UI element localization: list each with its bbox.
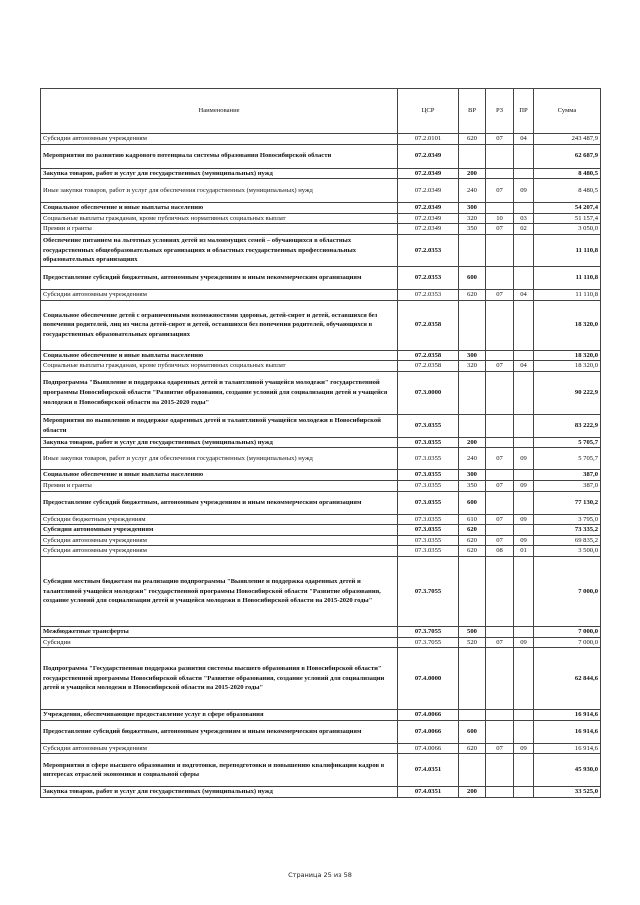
cell-rz [486,266,514,289]
cell-name: Предоставление субсидий бюджетным, автономным учреждениям и иным некоммерческим организациям [41,266,398,289]
cell-vr: 600 [459,491,486,514]
cell-sum: 3 050,0 [534,224,601,235]
cell-pr: 09 [514,535,534,546]
table-row [41,350,601,361]
cell-sum: 18 320,0 [534,350,601,361]
cell-rz: 07 [486,448,514,470]
cell-sum: 387,0 [534,480,601,491]
table-row [41,720,601,743]
cell-csr: 07.2.0349 [398,203,459,214]
cell-vr [459,754,486,787]
cell-rz [486,203,514,214]
cell-vr [459,144,486,168]
cell-vr: 620 [459,289,486,300]
cell-sum: 11 110,8 [534,289,601,300]
table-row [41,637,601,648]
cell-csr: 07.2.0349 [398,179,459,203]
cell-pr [514,754,534,787]
cell-pr [514,300,534,350]
cell-name: Закупка товаров, работ и услуг для государственных (муниципальных) нужд [41,437,398,448]
cell-sum: 69 835,2 [534,535,601,546]
cell-csr: 07.3.0355 [398,525,459,536]
cell-csr: 07.2.0353 [398,266,459,289]
table-row [41,144,601,168]
cell-sum: 33 525,0 [534,787,601,798]
table-row [41,710,601,721]
cell-vr: 200 [459,168,486,179]
cell-name: Субсидии автономным учреждениям [41,525,398,536]
cell-csr: 07.3.0355 [398,535,459,546]
table-row [41,525,601,536]
cell-vr: 620 [459,525,486,536]
cell-pr [514,556,534,626]
cell-name: Подпрограмма "Государственная поддержка развития системы высшего образования в Новосибирской области" государственной программы Новосибирской области "Развитие образования, создание условий для социализации детей и учащейся молодежи в Новосибирской области на 2015-2020 годы" [41,648,398,710]
cell-name: Субсидии местным бюджетам на реализацию подпрограммы "Выявление и поддержка одаренных детей и талантливой учащейся молодежи" государственной программы Новосибирской области "Развитие образования, создание условий для социализации детей и учащейся молодежи в Новосибирской области на 2015-2020 годы" [41,556,398,626]
cell-vr: 300 [459,350,486,361]
cell-vr: 620 [459,546,486,557]
cell-sum: 243 487,9 [534,134,601,145]
cell-vr: 520 [459,637,486,648]
table-row [41,626,601,637]
cell-csr: 07.4.0066 [398,710,459,721]
cell-csr: 07.3.0000 [398,371,459,414]
cell-name: Социальное обеспечение и иные выплаты населению [41,350,398,361]
table-row [41,289,601,300]
table-row [41,437,601,448]
cell-csr: 07.2.0358 [398,350,459,361]
cell-csr: 07.2.0358 [398,300,459,350]
cell-sum: 3 795,0 [534,514,601,525]
cell-sum: 18 320,0 [534,300,601,350]
cell-csr: 07.2.0349 [398,213,459,224]
table-row [41,213,601,224]
table-row [41,648,601,710]
cell-name: Мероприятия по развитию кадрового потенциала системы образования Новосибирской области [41,144,398,168]
table-row [41,134,601,145]
table-row [41,470,601,481]
cell-pr [514,168,534,179]
cell-sum: 83 222,9 [534,414,601,437]
cell-sum: 18 320,0 [534,361,601,372]
cell-csr: 07.2.0353 [398,289,459,300]
cell-sum: 62 687,9 [534,144,601,168]
cell-vr: 320 [459,361,486,372]
cell-csr: 07.2.0349 [398,224,459,235]
cell-rz [486,414,514,437]
cell-csr: 07.4.0000 [398,648,459,710]
cell-pr [514,470,534,481]
table-row [41,491,601,514]
cell-csr: 07.2.0353 [398,234,459,266]
cell-vr: 620 [459,743,486,754]
table-row [41,168,601,179]
cell-vr: 620 [459,134,486,145]
cell-sum: 51 157,4 [534,213,601,224]
cell-rz [486,234,514,266]
cell-pr: 03 [514,213,534,224]
cell-rz [486,470,514,481]
cell-vr [459,556,486,626]
table-row [41,743,601,754]
cell-vr: 240 [459,179,486,203]
cell-csr: 07.2.0349 [398,144,459,168]
table-row [41,787,601,798]
cell-csr: 07.3.7055 [398,556,459,626]
cell-pr [514,525,534,536]
cell-rz [486,710,514,721]
cell-name: Социальные выплаты гражданам, кроме публичных нормативных социальных выплат [41,213,398,224]
cell-rz: 07 [486,535,514,546]
cell-rz: 08 [486,546,514,557]
cell-csr: 07.4.0066 [398,720,459,743]
cell-rz [486,144,514,168]
cell-name: Социальные выплаты гражданам, кроме публичных нормативных социальных выплат [41,361,398,372]
cell-pr: 09 [514,179,534,203]
cell-rz [486,556,514,626]
cell-rz: 07 [486,637,514,648]
cell-csr: 07.4.0351 [398,787,459,798]
table-row [41,266,601,289]
header-vr: ВР [459,89,486,134]
cell-vr: 500 [459,626,486,637]
cell-vr: 610 [459,514,486,525]
budget-table [40,88,601,798]
cell-vr [459,648,486,710]
cell-sum: 7 000,0 [534,556,601,626]
cell-csr: 07.3.0355 [398,437,459,448]
cell-pr: 04 [514,361,534,372]
cell-csr: 07.3.0355 [398,470,459,481]
cell-csr: 07.3.0355 [398,414,459,437]
cell-name: Учреждения, обеспечивающие предоставление услуг в сфере образования [41,710,398,721]
cell-name: Иные закупки товаров, работ и услуг для обеспечения государственных (муниципальных) нужд [41,448,398,470]
cell-pr [514,437,534,448]
table-row [41,203,601,214]
cell-rz [486,626,514,637]
table-row [41,300,601,350]
cell-pr [514,203,534,214]
cell-rz: 07 [486,514,514,525]
cell-rz [486,168,514,179]
cell-rz [486,648,514,710]
cell-sum: 16 914,6 [534,743,601,754]
cell-vr [459,414,486,437]
cell-sum: 73 335,2 [534,525,601,536]
cell-rz: 10 [486,213,514,224]
cell-sum: 3 500,0 [534,546,601,557]
cell-sum: 11 110,8 [534,234,601,266]
cell-pr: 02 [514,224,534,235]
table-row [41,480,601,491]
cell-pr: 01 [514,546,534,557]
cell-vr: 200 [459,437,486,448]
cell-rz: 07 [486,134,514,145]
cell-sum: 16 914,6 [534,710,601,721]
cell-pr: 04 [514,134,534,145]
cell-name: Субсидии автономным учреждениям [41,134,398,145]
cell-vr: 200 [459,787,486,798]
cell-name: Премии и гранты [41,224,398,235]
cell-vr: 350 [459,480,486,491]
cell-vr [459,371,486,414]
cell-rz: 07 [486,480,514,491]
cell-name: Мероприятия по выявлению и поддержке одаренных детей и талантливой учащейся молодежи в Новосибирской области [41,414,398,437]
cell-sum: 7 000,0 [534,637,601,648]
cell-name: Межбюджетные трансферты [41,626,398,637]
cell-name: Субсидии [41,637,398,648]
table-row [41,371,601,414]
table-row [41,514,601,525]
cell-pr [514,787,534,798]
cell-pr: 09 [514,743,534,754]
cell-sum: 5 705,7 [534,448,601,470]
cell-sum: 8 480,5 [534,168,601,179]
cell-vr: 240 [459,448,486,470]
cell-rz [486,300,514,350]
cell-name: Закупка товаров, работ и услуг для государственных (муниципальных) нужд [41,168,398,179]
cell-pr: 09 [514,637,534,648]
cell-rz: 07 [486,179,514,203]
cell-csr: 07.2.0349 [398,168,459,179]
cell-pr [514,414,534,437]
cell-rz [486,491,514,514]
cell-vr: 620 [459,535,486,546]
cell-pr: 09 [514,514,534,525]
cell-rz: 07 [486,743,514,754]
cell-rz: 07 [486,361,514,372]
cell-csr: 07.3.0355 [398,546,459,557]
cell-sum: 8 480,5 [534,179,601,203]
cell-vr: 350 [459,224,486,235]
cell-sum: 45 930,0 [534,754,601,787]
cell-rz: 07 [486,224,514,235]
cell-name: Обеспечение питанием на льготных условиях детей из малоимущих семей – обучающихся в областных государственных общеобразовательных организациях и областных государственных профессиональных образовательных организациях [41,234,398,266]
cell-csr: 07.3.7055 [398,637,459,648]
cell-csr: 07.4.0351 [398,754,459,787]
cell-pr: 09 [514,448,534,470]
cell-vr: 300 [459,470,486,481]
header-name: Наименование [41,89,398,134]
table-row [41,179,601,203]
cell-pr [514,648,534,710]
cell-pr [514,350,534,361]
cell-sum: 90 222,9 [534,371,601,414]
header-rz: РЗ [486,89,514,134]
header-sum: Сумма [534,89,601,134]
table-row [41,361,601,372]
cell-sum: 16 914,6 [534,720,601,743]
cell-vr [459,710,486,721]
cell-rz [486,350,514,361]
cell-name: Субсидии автономным учреждениям [41,535,398,546]
cell-pr [514,234,534,266]
cell-sum: 5 705,7 [534,437,601,448]
cell-pr [514,720,534,743]
table-row [41,224,601,235]
cell-vr [459,300,486,350]
cell-sum: 387,0 [534,470,601,481]
cell-rz [486,437,514,448]
cell-csr: 07.3.7055 [398,626,459,637]
cell-csr: 07.4.0066 [398,743,459,754]
cell-name: Социальное обеспечение и иные выплаты населению [41,470,398,481]
cell-rz: 07 [486,289,514,300]
cell-name: Иные закупки товаров, работ и услуг для обеспечения государственных (муниципальных) нужд [41,179,398,203]
cell-csr: 07.3.0355 [398,448,459,470]
cell-name: Субсидии автономным учреждениям [41,289,398,300]
cell-vr: 320 [459,213,486,224]
cell-name: Субсидии автономным учреждениям [41,743,398,754]
cell-vr: 300 [459,203,486,214]
cell-pr: 09 [514,480,534,491]
cell-name: Предоставление субсидий бюджетным, автономным учреждениям и иным некоммерческим организациям [41,720,398,743]
cell-csr: 07.2.0358 [398,361,459,372]
cell-csr: 07.3.0355 [398,491,459,514]
table-row [41,546,601,557]
cell-sum: 11 110,8 [534,266,601,289]
cell-rz [486,525,514,536]
table-header-row [41,89,601,134]
cell-name: Субсидии бюджетным учреждениям [41,514,398,525]
table-row [41,556,601,626]
header-pr: ПР [514,89,534,134]
cell-rz [486,720,514,743]
cell-sum: 7 000,0 [534,626,601,637]
table-row [41,754,601,787]
table-row [41,414,601,437]
cell-name: Закупка товаров, работ и услуг для государственных (муниципальных) нужд [41,787,398,798]
cell-vr [459,234,486,266]
cell-name: Социальное обеспечение и иные выплаты населению [41,203,398,214]
cell-name: Подпрограмма "Выявление и поддержка одаренных детей и талантливой учащейся молодежи" государственной программы Новосибирской области "Развитие образования, создание условий для социализации детей и учащейся молодежи в Новосибирской области на 2015-2020 годы" [41,371,398,414]
cell-pr [514,626,534,637]
cell-rz [486,371,514,414]
table-row [41,448,601,470]
header-csr: ЦСР [398,89,459,134]
cell-csr: 07.3.0355 [398,514,459,525]
cell-name: Премии и гранты [41,480,398,491]
cell-name: Субсидии автономным учреждениям [41,546,398,557]
cell-name: Социальное обеспечение детей с ограниченными возможностями здоровья, детей-сирот и детей, оставшихся без попечения родителей, лиц из числа детей-сирот и детей, оставшихся без попечения родителей, обучающихся в государственных образовательных организациях [41,300,398,350]
cell-vr: 600 [459,720,486,743]
cell-name: Предоставление субсидий бюджетным, автономным учреждениям и иным некоммерческим организациям [41,491,398,514]
cell-pr [514,266,534,289]
cell-pr [514,491,534,514]
cell-pr: 04 [514,289,534,300]
cell-name: Мероприятия в сфере высшего образования и подготовки, переподготовки и повышению квалификации кадров в интересах отраслей экономики и социальной сферы [41,754,398,787]
cell-sum: 54 207,4 [534,203,601,214]
cell-rz [486,754,514,787]
cell-csr: 07.2.0101 [398,134,459,145]
cell-rz [486,787,514,798]
table-row [41,234,601,266]
page-number: Страница 25 из 58 [288,871,352,879]
cell-pr [514,144,534,168]
cell-pr [514,371,534,414]
table-row [41,535,601,546]
cell-pr [514,710,534,721]
cell-vr: 600 [459,266,486,289]
cell-sum: 77 130,2 [534,491,601,514]
cell-sum: 62 844,6 [534,648,601,710]
cell-csr: 07.3.0355 [398,480,459,491]
